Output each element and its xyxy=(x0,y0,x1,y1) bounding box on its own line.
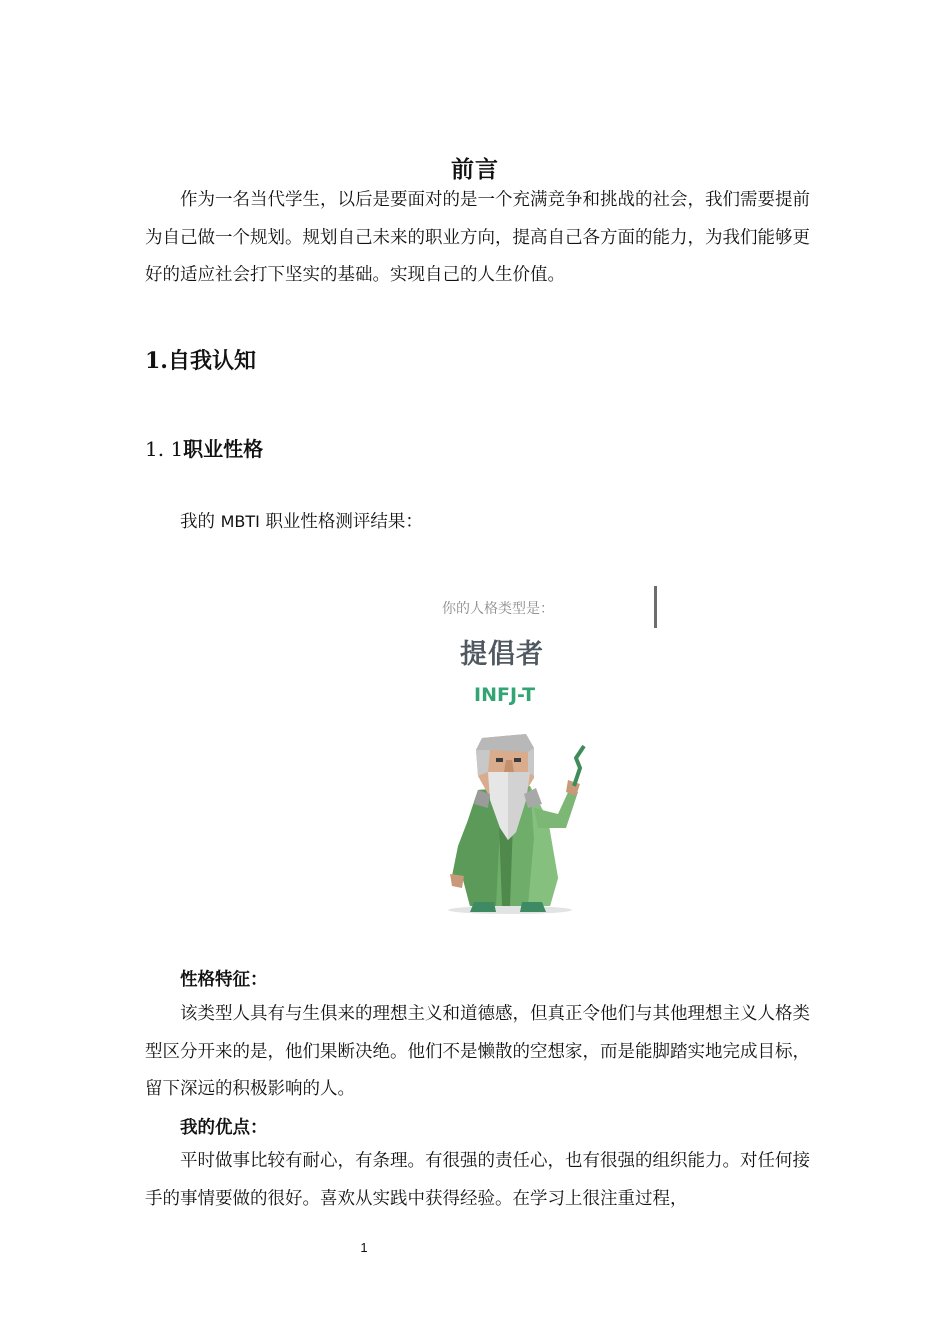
mbti-result-figure xyxy=(410,580,680,925)
strengths-label: 我的优点： xyxy=(180,1118,268,1138)
personality-type-code: INFJ-T xyxy=(474,684,536,706)
traits-label: 性格特征： xyxy=(180,970,268,990)
mbti-term: MBTI xyxy=(220,512,260,531)
strengths-paragraph: 平时做事比较有耐心，有条理。有很强的责任心，也有很强的组织能力。对任何接手的事情要做的很好。喜欢从实践中获得经验。在学习上很注重过程， xyxy=(145,1151,810,1209)
result-caption: 你的人格类型是： xyxy=(442,601,554,617)
mbti-intro-suffix: 职业性格测评结果： xyxy=(265,512,423,532)
intro-paragraph: 作为一名当代学生，以后是要面对的是一个充满竞争和挑战的社会，我们需要提前为自己做一个规划。规划自己未来的职业方向，提高自己各方面的能力，为我们能够更好的适应社会打下坚实的基础。实现自己的人生价值。 xyxy=(145,190,810,285)
mbti-intro-line xyxy=(180,508,423,533)
advocate-character-illustration xyxy=(430,728,600,918)
personality-type-name: 提倡者 xyxy=(460,639,544,670)
page-number: 1 xyxy=(360,1240,368,1255)
subsection-title: 职业性格 xyxy=(183,437,264,461)
preface-title: 前言 xyxy=(451,156,499,184)
section-heading-self-awareness: 1.自我认知 xyxy=(145,348,256,374)
subsection-number: 1. 1 xyxy=(145,437,184,461)
figure-divider-bar xyxy=(654,586,657,628)
subsection-heading-career-personality xyxy=(145,433,263,462)
traits-paragraph: 该类型人具有与生俱来的理想主义和道德感，但真正令他们与其他理想主义人格类型区分开来的是，他们果断决绝。他们不是懒散的空想家，而是能脚踏实地完成目标，留下深远的积极影响的人。 xyxy=(145,1004,810,1099)
mbti-intro-prefix: 我的 xyxy=(180,512,215,532)
